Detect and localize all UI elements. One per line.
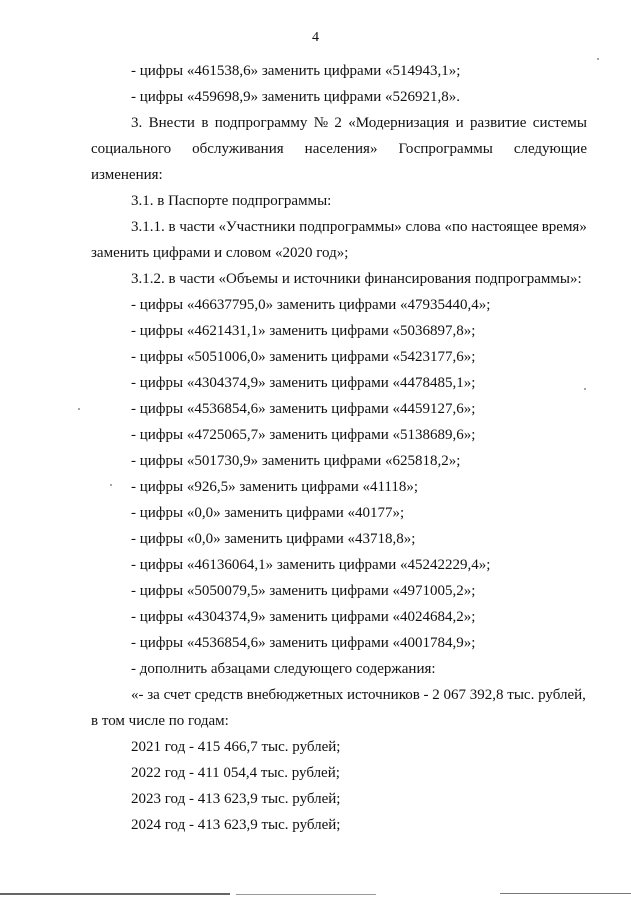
text-line: - цифры «459698,9» заменить цифрами «526921,8». [131, 89, 460, 105]
text-word: подпрограмму [214, 115, 308, 131]
scan-artifact [236, 894, 376, 895]
text-line: - дополнить абзацами следующего содержания: [131, 661, 436, 677]
text-word: Внести [148, 115, 195, 131]
text-line: изменения: [91, 167, 163, 183]
text-word: и [455, 115, 464, 131]
text-line: - цифры «46136064,1» заменить цифрами «45242229,4»; [131, 557, 491, 573]
text-line: - цифры «0,0» заменить цифрами «43718,8»; [131, 531, 416, 547]
text-line: «- за счет средств внебюджетных источников - 2 067 392,8 тыс. рублей, [131, 687, 586, 703]
text-line: - цифры «4536854,6» заменить цифрами «4001784,9»; [131, 635, 476, 651]
scan-speck [597, 58, 599, 60]
text-line: 2023 год - 413 623,9 тыс. рублей; [131, 791, 341, 807]
text-word: в [201, 115, 209, 131]
text-line: - цифры «4304374,9» заменить цифрами «4024684,2»; [131, 609, 476, 625]
text-line: 2021 год - 415 466,7 тыс. рублей; [131, 739, 341, 755]
text-line: 3.1.2. в части «Объемы и источники финансирования подпрограммы»: [131, 271, 582, 287]
text-word: системы [532, 115, 587, 131]
text-word: социального [91, 141, 172, 157]
text-word: № [313, 115, 329, 131]
text-line: 2024 год - 413 623,9 тыс. рублей; [131, 817, 341, 833]
text-line: - цифры «46637795,0» заменить цифрами «47935440,4»; [131, 297, 491, 313]
page-number: 4 [312, 30, 319, 45]
text-line: - цифры «4725065,7» заменить цифрами «5138689,6»; [131, 427, 476, 443]
text-line: - цифры «0,0» заменить цифрами «40177»; [131, 505, 405, 521]
justified-line [131, 114, 587, 132]
text-word: развитие [469, 115, 527, 131]
text-line: - цифры «5051006,0» заменить цифрами «5423177,6»; [131, 349, 476, 365]
text-word: 2 [334, 115, 342, 131]
text-line: 3.1.1. в части «Участники подпрограммы» слова «по настоящее время» [131, 219, 587, 235]
text-line: - цифры «4621431,1» заменить цифрами «5036897,8»; [131, 323, 476, 339]
scan-artifact [0, 893, 230, 895]
text-word: населения» [304, 141, 378, 157]
scan-speck [110, 484, 112, 486]
text-word: обслуживания [192, 141, 284, 157]
text-line: - цифры «461538,6» заменить цифрами «514943,1»; [131, 63, 461, 79]
text-word: следующие [513, 141, 587, 157]
text-line: в том числе по годам: [91, 713, 229, 729]
text-line: - цифры «4536854,6» заменить цифрами «4459127,6»; [131, 401, 476, 417]
text-line: заменить цифрами и словом «2020 год»; [91, 245, 349, 261]
text-line: - цифры «5050079,5» заменить цифрами «4971005,2»; [131, 583, 476, 599]
text-line: 2022 год - 411 054,4 тыс. рублей; [131, 765, 340, 781]
text-line: - цифры «501730,9» заменить цифрами «625818,2»; [131, 453, 461, 469]
scan-speck [78, 408, 80, 410]
scan-speck [584, 388, 586, 390]
scan-artifact [500, 893, 631, 894]
text-word: «Модернизация [348, 115, 450, 131]
justified-line [91, 140, 587, 158]
text-line: - цифры «926,5» заменить цифрами «41118»; [131, 479, 419, 495]
text-word: 3. [131, 115, 143, 131]
text-word: Госпрограммы [398, 141, 493, 157]
text-line: 3.1. в Паспорте подпрограммы: [131, 193, 332, 209]
text-line: - цифры «4304374,9» заменить цифрами «4478485,1»; [131, 375, 476, 391]
